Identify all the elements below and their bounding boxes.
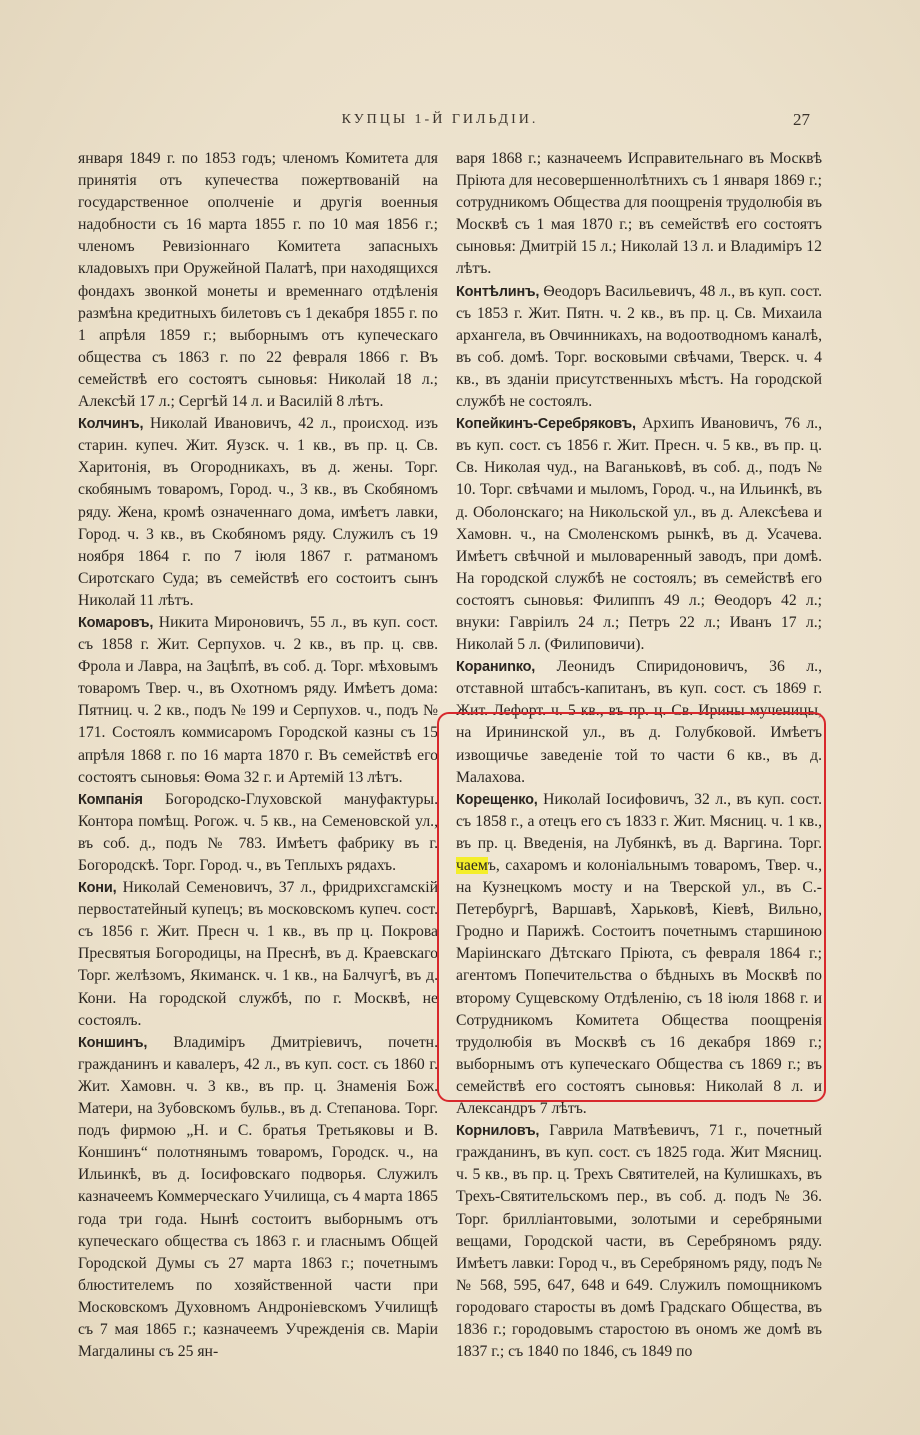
entry-text: Владиміръ Дмитріевичъ, почетн. гражданинъ и кавалеръ, 42 л., въ куп. сост. съ 1860 г. Жит. Хамовн. ч. 3 кв., въ пр. ц. Знаменія Бож. Матери, на Зубовскомъ бульв., въ д. Степанова. Торг. подъ фирмою „Н. и С. братья Третьяковы и В. Коншинъ“ полотнянымъ товаромъ, Городск. ч., на Ильинкѣ, въ д. Іосифовскаго подворья. Служилъ казначеемъ Коммерческаго Училища, съ 4 марта 1865 года три года. Нынѣ состоитъ выборнымъ отъ купеческаго общества съ 1863 г. и гласнымъ Общей Городской Думы съ 27 марта 1863 г.; почетнымъ блюстителемъ по хозяйственной части при Московскомъ Духовномъ Андроніевскомъ Училищѣ съ 7 мая 1865 г.; казначеемъ Учрежденія св. Маріи Магдалины съ 25 ян-: [78, 1033, 438, 1361]
entry-text: Архипъ Ивановичъ, 76 л., въ куп. сост. съ 1856 г. Жит. Пресн. ч. 5 кв., въ пр. ц. Св. Николая чуд., на Ваганьковѣ, въ соб. д., подъ № 10. Торг. свѣчами и мыломъ, Город. ч., на Ильинкѣ, въ д. Оболонскаго; на Никольской ул., въ д. Алексѣева и Хамовн. ч., на Смоленскомъ рынкѣ, въ д. Усачева. Имѣетъ свѣчной и мыловаренный заводъ, при домѣ. На городской службѣ не состоялъ; въ семействѣ его состоятъ сыновья: Филиппъ 49 л.; Ѳеодоръ 42 л.; внуки: Гавріилъ 24 л.; Петръ 22 л.; Иванъ 17 л.; Николай 5 л. (Филиповичи).: [456, 415, 822, 654]
entry-text: Николай Іосифовичъ, 32 л., въ куп. сост. съ 1858 г., а отецъ его съ 1833 г. Жит. Мясниц. ч. 1 кв., въ пр. ц. Введенія, на Лубянкѣ, въ д. Варгина. Торг.: [456, 790, 823, 852]
entry-text: Богородско-Глуховской мануфактуры. Контора помѣщ. Рогож. ч. 5 кв., на Семеновской ул., въ соб. д., подъ № 783. Имѣетъ фабрику въ г. Богородскѣ. Торг. Город. ч., въ Теплыхъ рядахъ.: [78, 790, 438, 874]
entry-text: Николай Семеновичъ, 37 л., фридрихсгамскій первостатейный купецъ; въ московскомъ купеч. сост. съ 1856 г. Жит. Пресн ч. 1 кв., въ пр ц. Покрова Пресвятыя Богородицы, на Преснѣ, въ д. Краевскаго Торг. желѣзомъ, Якиманск. ч. 1 кв., на Балчугѣ, въ д. Кони. На городской службѣ, по г. Москвѣ, не состоялъ.: [78, 879, 438, 1029]
running-head: КУПЦЫ 1-Й ГИЛЬДІИ.: [341, 112, 539, 127]
entry-kolchin: [78, 413, 438, 612]
entry-text: Ѳеодоръ Васильевичъ, 48 л., въ куп. сост. съ 1853 г. Жит. Пятн. ч. 2 кв., въ пр. ц. Св. Михаила архангела, въ Овчинникахъ, на водоотводномъ каналѣ, въ соб. домѣ. Торг. восковыми свѣчами, Тверск. ч. 4 кв., въ зданіи присутственныхъ мѣстъ. На городской службѣ не состоялъ.: [456, 282, 823, 411]
page-number: 27: [793, 110, 810, 129]
continued-entry-text: варя 1868 г.; казначеемъ Исправительнаго въ Москвѣ Пріюта для несовершеннолѣтнихъ съ 1 января 1869 г.; сотрудникомъ Общества для поощренія трудолюбія въ Москвѣ съ 1 мая 1870 г.; въ семействѣ его состоятъ сыновья: Дмитрій 15 л.; Николай 13 л. и Владиміръ 12 лѣтъ.: [456, 150, 822, 278]
entry-text: Николай Ивановичъ, 42 л., происход. изъ старин. купеч. Жит. Яузск. ч. 1 кв., въ пр. ц. Св. Харитонія, въ Огородникахъ, въ д. жены. Торг. скобянымъ товаромъ, Город. ч., 3 кв., въ Скобяномъ ряду. Жена, кромѣ означеннаго дома, имѣетъ лавки, Город. ч. 3 кв., въ Скобяномъ ряду. Служилъ съ 19 ноября 1864 г. по 7 іюля 1867 г. ратманомъ Сиротскаго Суда; въ семействѣ его состоитъ сынъ Николай 11 лѣтъ.: [78, 415, 438, 609]
entry-kontelin: [456, 281, 822, 414]
entry-komarov: [78, 612, 438, 789]
entry-konshin: [78, 1032, 438, 1363]
continued-entry-text: января 1849 г. по 1853 годъ; членомъ Комитета для принятія отъ купечества пожертвованій на государственное ополченіе и другія военныя надобности съ 16 марта 1855 г. по 10 мая 1856 г.; членомъ Ревизіоннаго Комитета запасныхъ кладовыхъ при Оружейной Палатѣ, при находящихся фондахъ звонкой монеты и временнаго отдѣленія размѣна кредитныхъ билетовъ съ 1 декабря 1855 г. по 1 апрѣля 1859 г.; выборнымъ отъ купеческаго общества съ 1863 г. по 22 февраля 1866 г. Въ семействѣ его состоятъ сыновья: Николай 18 л.; Алексѣй 17 л.; Сергѣй 14 л. и Василій 8 лѣтъ.: [78, 150, 438, 411]
entry-text: Леонидъ Спиридоновичъ, 36 л., отставной штабсъ-капитанъ, въ куп. сост. съ 1869 г. Жит. Лефорт. ч. 5 кв., въ пр. ц. Св. Ирины мученицы, на Ирининской ул., въ д. Голубковой. Имѣетъ извощичье заведеніе той то части 6 кв., въ д. Малахова.: [456, 658, 822, 786]
entry-name: Копейкинъ-Серебряковъ,: [456, 416, 636, 433]
entry-text: ъ, сахаромъ и колоніальнымъ товаромъ, Твер. ч., на Кузнецкомъ мосту и на Тверской ул., въ С.-Петербургѣ, Варшавѣ, Харьковѣ, Кіевѣ, Вильно, Гродно и Парижѣ. Состоитъ почетнымъ старшиною Маріинскаго Дѣтскаго Пріюта, съ февраля 1864 г.; агентомъ Попечительства о бѣдныхъ въ Москвѣ по второму Сущевскому Отдѣленію, съ 18 іюля 1868 г. и Сотрудникомъ Комитета Общества поощренія трудолюбія въ Москвѣ съ 16 декабря 1869 г.; выборнымъ отъ купеческаго Общества съ 1869 г.; въ семействѣ его состоятъ сыновья: Николай 8 л. и Александръ 7 лѣтъ.: [456, 857, 822, 1118]
entry-name: Кораниnко,: [456, 659, 536, 676]
entry-text: Гаврила Матвѣевичъ, 71 г., почетный гражданинъ, въ куп. сост. съ 1825 года. Жит Мясниц. ч. 5 кв., въ пр. ц. Трехъ Святителей, на Кулишкахъ, въ Трехъ-Святительскомъ пер., въ соб. д. подъ № 36. Торг. брилліантовыми, золотыми и серебряными вещами, Городской части, въ Серебряномъ ряду. Имѣетъ лавки: Город ч., въ Серебряномъ ряду, подъ №№ 568, 595, 647, 648 и 649. Служилъ помощникомъ городоваго старосты въ домѣ Градскаго Общества, въ 1836 г.; городовымъ старостою въ ономъ же домѣ въ 1837 г.; съ 1840 по 1846, съ 1849 по: [456, 1122, 822, 1361]
entry-kornilov: [456, 1120, 822, 1363]
entry-kompaniya: [78, 789, 438, 877]
entry-text: Никита Мироновичъ, 55 л., въ куп. сост. съ 1858 г. Жит. Серпухов. ч. 2 кв., въ пр. ц. свв. Фрола и Лавра, на Зацѣпѣ, въ соб. д. Торг. мѣховымъ товаромъ Твер. ч., въ Охотномъ ряду. Имѣетъ дома: Пятниц. ч. 2 кв., подъ № 199 и Серпухов. ч., подъ № 171. Состоялъ коммисаромъ Городской казны съ 15 апрѣля 1868 г. по 16 марта 1870 г. Въ семействѣ его состоятъ сыновья: Ѳома 32 г. и Артемій 13 лѣтъ.: [78, 613, 438, 786]
right-column: [456, 148, 822, 1363]
entry-name: Компанія: [78, 791, 143, 808]
entry-name: Комаровъ,: [78, 614, 154, 631]
entry-koreshchenko[interactable]: [456, 789, 822, 1120]
entry-koni: [78, 877, 438, 1032]
entry-name: Коншинъ,: [78, 1034, 148, 1051]
entry-koranko: [456, 656, 822, 789]
entry-kopeikin-serebryakov: [456, 413, 822, 656]
entry-name: Контѣлинъ,: [456, 283, 540, 300]
entry-name: Корниловъ,: [456, 1123, 540, 1140]
entry-name: Кони,: [78, 880, 117, 897]
left-column: [78, 148, 438, 1363]
highlighted-word[interactable]: чаем: [456, 857, 488, 874]
entry-name: Корещенко,: [456, 791, 538, 808]
entry-name: Колчинъ,: [78, 416, 144, 433]
